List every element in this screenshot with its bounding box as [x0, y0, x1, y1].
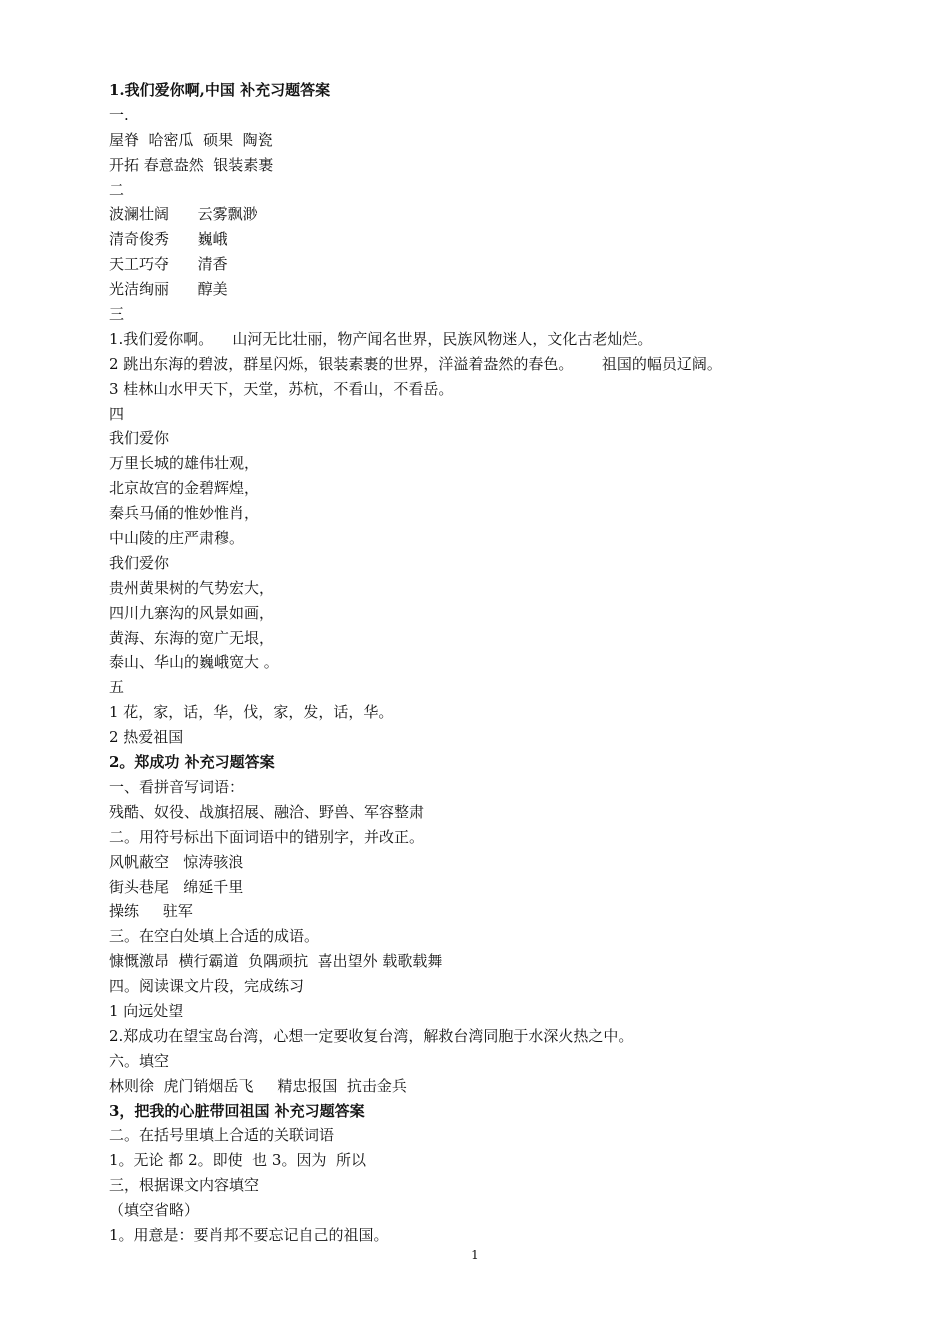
text-line: 一.	[109, 105, 129, 124]
text-line: 我们爱你	[109, 553, 170, 572]
text-line: 北京故宫的金碧辉煌，	[109, 479, 260, 498]
text-line: 三	[109, 305, 125, 324]
text-line: 四。阅读课文片段，完成练习	[109, 977, 305, 996]
text-line: 1。用意是：要肖邦不要忘记自己的祖国。	[109, 1225, 389, 1244]
text-line: 四	[109, 404, 125, 423]
text-line: 天工巧夺 清香	[109, 255, 228, 274]
text-line: 秦兵马俑的惟妙惟肖，	[109, 504, 260, 523]
text-line: 林则徐 虎门销烟岳飞 精忠报国 抗击金兵	[109, 1076, 407, 1095]
text-line: 2 跳出东海的碧波，群星闪烁，银装素裹的世界，洋溢着盎然的春色。 祖国的幅员辽阔。	[109, 354, 722, 373]
section-heading: 2。郑成功 补充习题答案	[109, 753, 275, 772]
text-line: 二。用符号标出下面词语中的错别字，并改正。	[109, 827, 425, 846]
text-line: 光洁绚丽 醇美	[109, 280, 228, 299]
text-line: 2.郑成功在望宝岛台湾，心想一定要收复台湾，解救台湾同胞于水深火热之中。	[109, 1026, 634, 1045]
text-line: 开拓 春意盎然 银装素裹	[109, 155, 274, 174]
text-line: 三。在空白处填上合适的成语。	[109, 927, 320, 946]
text-line: 我们爱你	[109, 429, 170, 448]
text-line: 四川九寨沟的风景如画，	[109, 603, 275, 622]
text-line: （填空省略）	[109, 1201, 200, 1220]
section-heading: 3，把我的心脏带回祖国 补充习题答案	[109, 1101, 365, 1120]
section-heading: 1.我们爱你啊,中国 补充习题答案	[109, 81, 331, 99]
text-line: 风帆蔽空 惊涛骇浪	[109, 852, 244, 871]
text-line: 残酷、奴役、战旗招展、融洽、野兽、军容整肃	[109, 802, 425, 821]
text-line: 慷慨激昂 横行霸道 负隅顽抗 喜出望外 载歌载舞	[109, 952, 443, 971]
text-line: 一、看拼音写词语：	[109, 777, 245, 796]
text-line: 3 桂林山水甲天下，天堂，苏杭，不看山，不看岳。	[109, 379, 454, 398]
text-line: 中山陵的庄严肃穆。	[109, 529, 245, 548]
text-line: 泰山、华山的巍峨宽大 。	[109, 653, 279, 672]
text-line: 波澜壮阔 云雾飘渺	[109, 205, 258, 224]
text-line: 黄海、东海的宽广无垠，	[109, 628, 275, 647]
text-line: 1 花，家，话，华，伐，家，发，话，华。	[109, 703, 394, 722]
text-line: 六。填空	[109, 1051, 170, 1070]
text-line: 五	[109, 678, 125, 697]
text-line: 屋脊 哈密瓜 硕果 陶瓷	[109, 130, 273, 149]
text-line: 1 向远处望	[109, 1001, 184, 1020]
text-line: 1。无论 都 2。即使 也 3。因为 所以	[109, 1151, 367, 1170]
text-line: 万里长城的雄伟壮观，	[109, 454, 260, 473]
text-line: 操练 驻军	[109, 902, 193, 921]
text-line: 贵州黄果树的气势宏大，	[109, 578, 275, 597]
text-line: 二	[109, 180, 125, 199]
text-line: 二。在括号里填上合适的关联词语	[109, 1126, 335, 1145]
text-line: 三，根据课文内容填空	[109, 1176, 260, 1195]
text-line: 清奇俊秀 巍峨	[109, 230, 228, 249]
text-line: 街头巷尾 绵延千里	[109, 877, 244, 896]
text-line: 1.我们爱你啊。 山河无比壮丽，物产闻名世界，民族风物迷人，文化古老灿烂。	[109, 329, 653, 348]
document-body	[109, 78, 809, 1248]
text-line: 2 热爱祖国	[109, 728, 184, 747]
page-number: 1	[471, 1248, 479, 1262]
